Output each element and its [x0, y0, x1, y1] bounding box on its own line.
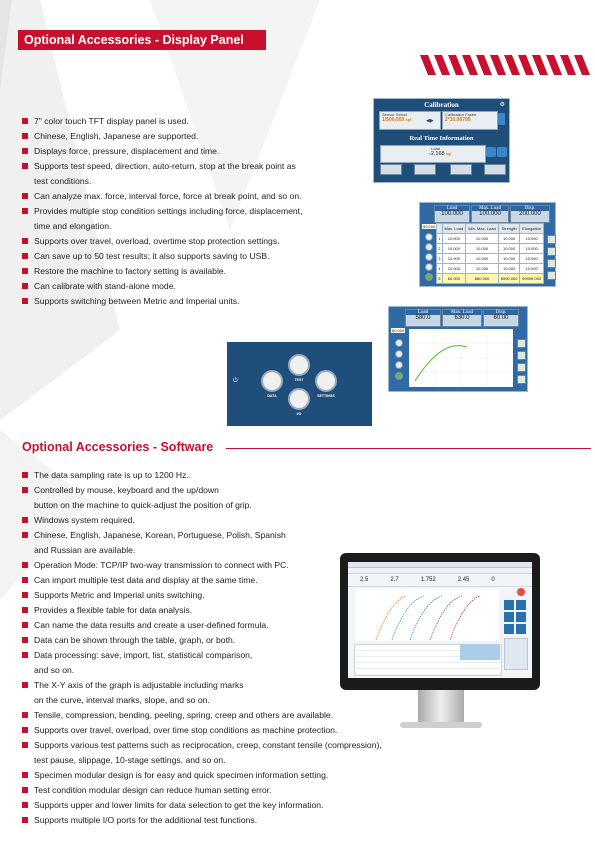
list-item-continuation: on the curve, interval marks, slope, and so on.	[34, 695, 210, 705]
sensor-unit: kgf	[405, 118, 411, 122]
disp-header: Disp. 60.00	[483, 309, 519, 327]
calculator-icon[interactable]	[498, 113, 505, 125]
results-table-panel	[419, 202, 556, 287]
graph-side-icon-3[interactable]	[517, 363, 526, 372]
list-item: Can analyze max. force, interval force, force at break point, and so on.	[22, 189, 302, 204]
load-value: -2.168	[429, 151, 445, 157]
settings-menu-button[interactable]	[315, 370, 337, 392]
table-row[interactable]: 5 60.000 880.000 8990.000 99999.000	[437, 274, 544, 284]
sensor-value: 1/500.000	[382, 117, 405, 123]
zero-button[interactable]	[486, 147, 496, 157]
list-item: Can name the data results and create a user-defined formula.	[22, 618, 382, 633]
readout-value: 1.752	[420, 577, 436, 583]
list-item-continuation: and Russian are available.	[34, 545, 136, 555]
home-tab-icon[interactable]	[380, 164, 402, 175]
list-item: Supports over travel, overload, overtime stop protection settings.	[22, 234, 302, 249]
data-menu-button[interactable]	[261, 370, 283, 392]
print-tab-icon[interactable]	[450, 164, 472, 175]
calibration-panel	[373, 98, 510, 183]
list-item: Supports multiple I/O ports for the additional test functions.	[22, 813, 382, 828]
monitor-frame	[340, 553, 540, 690]
table-side-icon-2[interactable]	[547, 247, 556, 256]
calibration-factor-box[interactable]	[442, 111, 498, 130]
test-menu-label: TEST	[294, 378, 304, 382]
load-unit: kgf	[446, 152, 452, 156]
table-side-icon-4[interactable]	[547, 271, 556, 280]
list-item: Supports upper and lower limits for data selection to get the key information.	[22, 798, 382, 813]
io-menu-label: I/O	[296, 412, 302, 416]
load-header: Load 580.0	[405, 309, 441, 327]
record-button[interactable]	[517, 588, 525, 596]
download-tab-icon[interactable]	[414, 164, 436, 175]
load-label: Load	[431, 146, 440, 151]
list-item: Supports over travel, overload, over time stop conditions as machine protection.	[22, 723, 382, 738]
list-item: Restore the machine to factory setting is available.	[22, 264, 302, 279]
list-item: Tensile, compression, bending, peeling, spring, creep and others are available.	[22, 708, 382, 723]
readout-value: 0	[491, 577, 495, 583]
load-readout-box	[380, 145, 486, 163]
list-item: The X-Y axis of the graph is adjustable including marks	[22, 678, 382, 693]
side-value: 60.000	[392, 328, 405, 333]
decorative-stripes	[420, 55, 595, 75]
nav-left-button[interactable]	[516, 612, 526, 622]
results-table: Max. Load Min. Max. Load Strength Elongation 1 10.000 10.000 10.000 10.000 2 10.000 10.000 10.000 10.000 3 10.000 10.000 10.000 10.000 4 10.000 10.000 10.000 10.000 5 60.000 880.000 8990.000 99999.000	[436, 223, 544, 284]
side-panel-box	[504, 638, 528, 670]
jog-down-button[interactable]	[516, 624, 526, 634]
jog-up-button[interactable]	[504, 624, 514, 634]
monitor-stand	[418, 690, 464, 722]
readout-value: 2.7	[390, 577, 399, 583]
list-item-continuation: button on the machine to quick-adjust the position of grip.	[34, 500, 252, 510]
list-item-continuation: test pause, slippage, 10-stage settings, and so on.	[34, 755, 226, 765]
load-curve-graph	[409, 329, 513, 387]
nav-up-button[interactable]	[504, 600, 514, 610]
graph-side-icon-1[interactable]	[517, 339, 526, 348]
list-item: Data processing: save, import, list, statistical comparison,	[22, 648, 382, 663]
list-item: Controlled by mouse, keyboard and the up/down	[22, 483, 382, 498]
list-item: The data sampling rate is up to 1200 Hz..	[22, 468, 382, 483]
list-item: Can import multiple test data and display at the same time.	[22, 573, 382, 588]
list-item: Windows system required.	[22, 513, 382, 528]
power-icon[interactable]: ⏻	[233, 378, 238, 384]
factor-value: 2*10.96795	[445, 117, 471, 123]
graph-side-icon-2[interactable]	[517, 351, 526, 360]
table-row[interactable]: 4 10.000 10.000 10.000 10.000	[437, 264, 544, 274]
readout-bar	[348, 574, 532, 587]
table-side-icon-1[interactable]	[547, 235, 556, 244]
keyboard-tab-icon[interactable]	[484, 164, 506, 175]
list-item: Can calibrate with stand-alone mode.	[22, 279, 302, 294]
section1-title: Optional Accessories - Display Panel	[18, 30, 266, 50]
table-row[interactable]: 3 10.000 10.000 10.000 10.000	[437, 254, 544, 264]
table-side-icon-3[interactable]	[547, 259, 556, 268]
monitor-base	[400, 722, 482, 728]
list-item: Data can be shown through the table, graph, or both.	[22, 633, 382, 648]
side-button-4[interactable]	[425, 263, 433, 271]
side-button-3[interactable]	[425, 253, 433, 261]
software-screen	[348, 562, 532, 678]
side-value: 50.000	[423, 224, 436, 229]
list-item: Specimen modular design is for easy and quick specimen information setting.	[22, 768, 382, 783]
table-row[interactable]: 2 10.000 10.000 10.000 10.000	[437, 244, 544, 254]
graph-side-icon-4[interactable]	[517, 375, 526, 384]
side-button-2[interactable]	[395, 350, 403, 358]
list-item: Provides a flexible table for data analysis.	[22, 603, 382, 618]
calibration-title: Calibration	[424, 101, 459, 109]
side-button-1[interactable]	[395, 339, 403, 347]
section2-bullets	[22, 468, 382, 828]
list-item: Supports test speed, direction, auto-return, stop at the break point as	[22, 159, 302, 174]
max-load-header: Max. Load 630.0	[442, 309, 482, 327]
side-button-1[interactable]	[425, 233, 433, 241]
list-item: Chinese, English, Japanese, Korean, Portuguese, Polish, Spanish	[22, 528, 382, 543]
section1-bullets	[22, 114, 302, 309]
graph-panel	[388, 306, 528, 392]
readout-value: 2.5	[360, 577, 369, 583]
refresh-button[interactable]	[497, 147, 507, 157]
test-menu-button[interactable]	[288, 354, 310, 376]
list-item: 7" color touch TFT display panel is used.	[22, 114, 302, 129]
load-header: Load 100.000	[434, 205, 470, 223]
table-row[interactable]: 1 10.000 10.000 10.000 10.000	[437, 234, 544, 244]
settings-menu-label: SETTINGS	[317, 394, 335, 398]
realtime-title: Real Time Information	[409, 135, 474, 142]
prev-arrow-icon[interactable]: ◀▶	[426, 118, 434, 124]
data-menu-label: DATA	[267, 394, 277, 398]
list-item: Provides multiple stop condition settings including force, displacement,	[22, 204, 302, 219]
disp-header: Disp. 200.000	[510, 205, 550, 223]
sensor-label: Sensor Select	[382, 112, 407, 117]
list-item: Can save up to 50 test results; it also supports saving to USB.	[22, 249, 302, 264]
side-button-5[interactable]	[425, 273, 433, 281]
list-item: Supports various test patterns such as reciprocation, creep, constant tensile (compression),	[22, 738, 382, 753]
list-item: Operation Mode: TCP/IP two-way transmission to connect with PC.	[22, 558, 382, 573]
software-info-panel	[460, 644, 500, 660]
settings-icon[interactable]: ⚙	[499, 102, 505, 108]
list-item: Test condition modular design can reduce human setting error.	[22, 783, 382, 798]
list-item: Supports switching between Metric and Imperial units.	[22, 294, 302, 309]
list-item: Chinese, English, Japanese are supported.	[22, 129, 302, 144]
list-item-continuation: and so on.	[34, 665, 75, 675]
side-button-2[interactable]	[425, 243, 433, 251]
nav-down-button[interactable]	[504, 612, 514, 622]
nav-right-button[interactable]	[516, 600, 526, 610]
max-load-header: Max. Load 100.000	[471, 205, 509, 223]
section2-divider	[226, 448, 591, 449]
readout-value: 2.45	[457, 577, 470, 583]
software-side-controls	[504, 588, 528, 674]
list-item: Supports Metric and Imperial units switching.	[22, 588, 382, 603]
main-menu-panel	[227, 342, 372, 426]
io-menu-button[interactable]	[288, 388, 310, 410]
section2-title: Optional Accessories - Software	[22, 440, 214, 454]
factor-label: Calibration Factor	[445, 112, 477, 117]
side-button-3[interactable]	[395, 361, 403, 369]
list-item: Displays force, pressure, displacement and time.	[22, 144, 302, 159]
side-button-4[interactable]	[395, 372, 403, 380]
software-graph	[354, 588, 500, 642]
list-item-continuation: time and elongation.	[34, 221, 112, 231]
list-item-continuation: test conditions.	[34, 176, 92, 186]
